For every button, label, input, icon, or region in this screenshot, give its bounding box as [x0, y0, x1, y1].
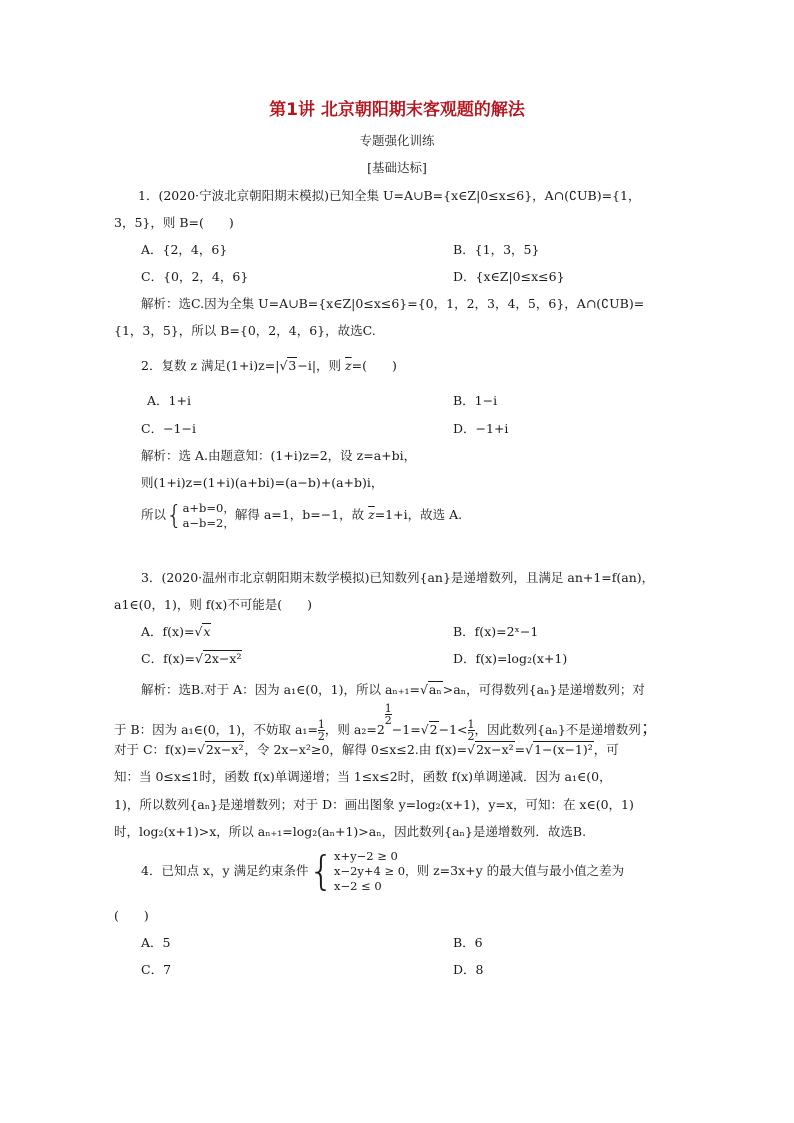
q3-option-c-label: C．f(x)=: [141, 651, 195, 666]
q3-option-c-radicand: 2x−x²: [203, 651, 242, 666]
q3-solution-2-pre: 于 B：因为 a₁∈(0，1)，不妨取 a₁=: [114, 722, 318, 737]
q3-solution-5: 1)，所以数列{aₙ}是递增数列；对于 D：画出图象 y=log₂(x+1)，y=x，可知：在 x∈(0，1): [114, 797, 634, 812]
exponent-denominator: 2: [384, 714, 392, 727]
q4-paren: ( ): [114, 908, 149, 923]
page-title: 第1讲 北京朝阳期末客观题的解法: [269, 100, 525, 120]
q3-solution-3-radicand-3: 1−(x−1)²: [534, 742, 593, 757]
q3-solution-3-radicand-2: 2x−x²: [476, 742, 514, 757]
q2-solution-conj-z: $\overline{z}$: [368, 507, 375, 522]
q1-option-b: B．{1，3，5}: [453, 242, 540, 257]
fraction-one-half-2: [468, 719, 475, 742]
q2-solution-3-post: 解得 a=1，b=−1，故: [234, 507, 369, 522]
system-row-2: a−b=2，: [182, 515, 235, 530]
q3-solution-3-mid: ，令 2x−x²≥0，解得 0≤x≤2.由 f(x)=: [244, 742, 468, 757]
q2-solution-3-pre: 所以: [141, 507, 167, 522]
fraction-numerator-2: 1: [467, 718, 475, 731]
q2-option-d: D．−1+i: [453, 421, 509, 436]
q2-stem-end: =( ): [351, 358, 397, 373]
q3-solution-3: 对于 C：f(x)=√2x−x²，令 2x−x²≥0，解得 0≤x≤2.由 f(x)=√2x−x²=√1−(x−1)²，可: [114, 742, 619, 757]
q2-option-c: C．−1−i: [141, 421, 196, 436]
q4-option-c: C．7: [141, 962, 172, 977]
q4-option-d: D．8: [453, 962, 484, 977]
exponent-one-half: [385, 703, 392, 726]
constraint-row-2: x−2y+4 ≥ 0，: [333, 864, 417, 878]
q3-option-b: B．f(x)=2ˣ−1: [453, 624, 539, 639]
q2-stem-pre: 2．复数 z 满足(1+i)z=|: [141, 358, 280, 373]
subtitle: 专题强化训练: [359, 133, 435, 148]
q2-solution-3-end: =1+i，故选 A.: [374, 507, 463, 522]
fraction-numerator: 1: [317, 718, 325, 731]
q3-solution-2-mark: ；: [640, 718, 659, 739]
q4-stem-pre: 4．已知点 x，y 满足约束条件: [141, 863, 309, 878]
q1-solution-1: 解析：选C.因为全集 U=A∪B={x∈Z|0≤x≤6}={0，1，2，3，4，5，6}，A∩(∁UB)=: [141, 296, 645, 311]
q3-line-2: a1∈(0，1)，则 f(x)不可能是( ): [114, 597, 312, 612]
q2-solution-1: 解析：选 A.由题意知：(1+i)z=2，设 z=a+bi，: [141, 448, 417, 463]
q3-option-a-radicand: x: [203, 624, 211, 639]
q3-option-c: C．f(x)=√2x−x²: [141, 651, 242, 666]
q3-solution-3-eq: =: [514, 742, 526, 757]
q3-solution-2: 于 B：因为 a₁∈(0，1)，不妨取 a₁= $\frac{1}{2}$ ，则 a₂=2 $\frac{1}{2}$ −1=√2−1< $\frac{1}{2}$ ，因此数列{aₙ}不是递增数列；: [114, 702, 659, 743]
fraction-denominator: 2: [317, 730, 325, 743]
q3-solution-1: 解析：选B.对于 A：因为 a₁∈(0，1)，所以 aₙ₊₁=√aₙ>aₙ，可得数列{aₙ}是递增数列；对: [141, 682, 645, 697]
q1-line-2: 3，5}，则 B=( ): [114, 215, 234, 230]
q4-stem-post: 则 z=3x+y 的最大值与最小值之差为: [416, 863, 625, 878]
system-row-1: a+b=0，: [182, 500, 235, 515]
constraint-row-1: x+y−2 ≥ 0: [333, 849, 398, 863]
q2-solution-2: 则(1+i)z=(1+i)(a+bi)=(a−b)+(a+b)i，: [141, 475, 384, 490]
q3-solution-1-radicand: aₙ: [428, 682, 442, 697]
q2-conj-z: $\overline{z}$: [345, 358, 352, 373]
q2-solution-3: 所以{ a+b=0， a−b=2， 解得 a=1，b=−1，故 $\overline{z}=1+i$，故选 A.: [141, 500, 463, 531]
exponent-numerator: 1: [384, 702, 392, 715]
q3-line-1: 3．(2020·温州市北京朝阳期末数学模拟)已知数列{an}是递增数列，且满足 an+1=f(an)，: [141, 570, 655, 585]
fraction-one-half: [318, 719, 325, 742]
q3-option-d: D．f(x)=log₂(x+1): [453, 651, 568, 666]
q4-stem: 4．已知点 x，y 满足约束条件{ x+y−2 ≥ 0 x−2y+4 ≥ 0， x−2 ≤ 0 则 z=3x+y 的最大值与最小值之差为: [141, 848, 625, 895]
q3-solution-1-pre: 解析：选B.对于 A：因为 a₁∈(0，1)，所以 aₙ₊₁=: [141, 682, 420, 697]
q1-line-1: 1．(2020·宁波北京朝阳期末模拟)已知全集 U=A∪B={x∈Z|0≤x≤6}，A∩(∁UB)={1，: [138, 188, 641, 203]
q4-option-a: A．5: [141, 935, 171, 950]
q3-solution-4: 知：当 0≤x≤1时，函数 f(x)单调递增；当 1≤x≤2时，函数 f(x)单调递减．因为 a₁∈(0，: [114, 769, 612, 784]
q3-option-a-label: A．f(x)=: [141, 624, 195, 639]
q3-solution-2-mid2: −1=: [391, 722, 421, 737]
q1-option-d: D．{x∈Z|0≤x≤6}: [453, 269, 565, 284]
q1-solution-2: {1，3，5}，所以 B={0，2，4，6}，故选C.: [114, 323, 376, 338]
q2-stem: 2．复数 z 满足(1+i)z=|√3−i|，则 $\overline{z}=$( ): [141, 358, 397, 373]
q3-solution-2-mid3: −1<: [438, 722, 468, 737]
fraction-denominator-2: 2: [467, 730, 475, 743]
q3-solution-3-pre: 对于 C：f(x)=: [114, 742, 197, 757]
q1-option-a: A．{2，4，6}: [141, 242, 228, 257]
q3-solution-3-radicand-1: 2x−x²: [205, 742, 244, 757]
q3-solution-1-post: >aₙ，可得数列{aₙ}是递增数列；对: [442, 682, 645, 697]
q4-option-b: B．6: [453, 935, 483, 950]
q3-solution-2-post: ，因此数列{aₙ}不是递增数列: [474, 722, 641, 737]
constraint-row-3: x−2 ≤ 0: [333, 879, 382, 893]
q2-option-b: B．1−i: [453, 393, 498, 408]
q3-option-a: A．f(x)=√x: [141, 624, 211, 639]
q2-radicand: 3: [288, 358, 297, 373]
q1-option-c: C．{0，2，4，6}: [141, 269, 249, 284]
q3-solution-3-post: ，可: [593, 742, 619, 757]
section-label: [基础达标]: [367, 160, 427, 175]
q2-option-a: A．1+i: [147, 393, 191, 408]
q3-solution-2-radicand: 2: [429, 722, 438, 737]
q3-solution-6: 时，log₂(x+1)>x，所以 aₙ₊₁=log₂(aₙ+1)>aₙ，因此数列{aₙ}是递增数列．故选B.: [114, 824, 587, 839]
q3-solution-2-mid: ，则 a₂=2: [324, 722, 385, 737]
q2-stem-post: −i|，则: [297, 358, 346, 373]
